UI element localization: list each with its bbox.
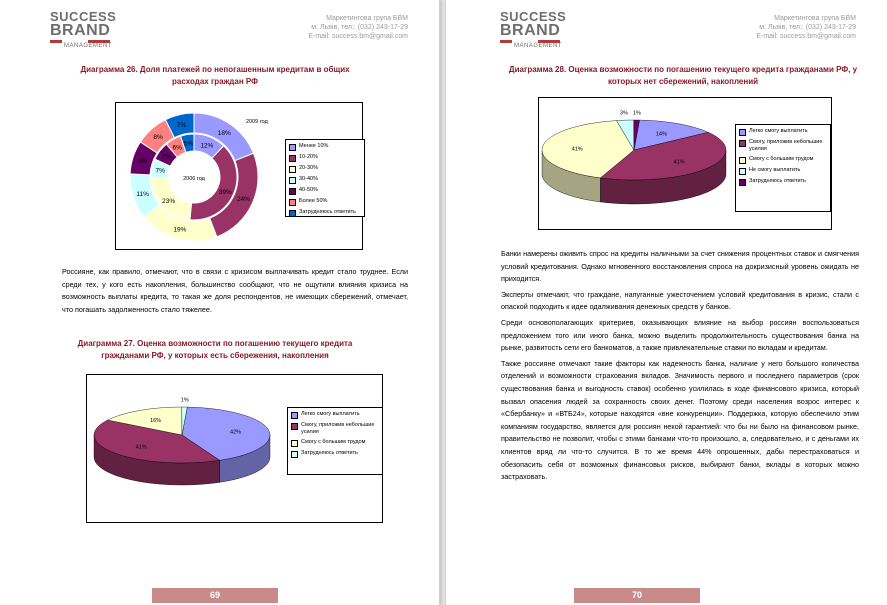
legend-item — [289, 209, 361, 217]
legend-swatch — [291, 412, 298, 419]
logo-line2: BRAND — [500, 22, 561, 39]
logo-bar-icon — [538, 40, 560, 43]
legend-label: Затрудняюсь ответить — [749, 178, 807, 184]
pie28-label: 41% — [673, 159, 685, 166]
page-number-70: 70 — [574, 588, 700, 603]
legend-label: Смогу с большим трудом — [301, 439, 366, 445]
logo-line3: MANAGEMENT — [64, 43, 113, 49]
outer-ring-label: 19% — [173, 226, 187, 234]
pie-chart-27-svg — [87, 375, 287, 522]
legend-item — [289, 176, 361, 184]
contact-line3: E-mail: success.bm@gmail.com — [308, 33, 408, 40]
donut-chart-26 — [115, 102, 363, 250]
legend-item — [739, 139, 827, 153]
text-block-right — [501, 248, 859, 484]
logo — [50, 10, 116, 49]
contact-info — [716, 14, 856, 41]
legend-label: Смогу с большим трудом — [749, 156, 814, 162]
outer-ring-label: 11% — [136, 191, 149, 199]
legend-item — [289, 154, 361, 162]
inner-ring-label: 7% — [161, 153, 172, 161]
legend-swatch — [289, 155, 296, 162]
pie28-label: 1% — [632, 110, 641, 117]
caption-diagram-28: Диаграмма 28. Оценка возможности по погашению текущего кредита гражданами РФ, у которых нет сбережений, накоплений — [508, 65, 858, 86]
page-right — [445, 0, 887, 605]
legend-item — [291, 411, 379, 419]
outer-ring-label: 8% — [153, 134, 163, 142]
legend-swatch — [289, 188, 296, 195]
legend-27 — [287, 407, 383, 475]
legend-item — [289, 165, 361, 173]
legend-swatch — [289, 210, 296, 217]
logo-bar-icon — [88, 40, 110, 43]
legend-label: 40-50% — [299, 187, 318, 193]
inner-ring-label: 12% — [200, 142, 214, 150]
legend-item — [739, 128, 827, 136]
legend-swatch — [289, 199, 296, 206]
outer-ring-label: 7% — [176, 121, 187, 129]
legend-item — [289, 143, 361, 151]
legend-swatch — [291, 451, 298, 458]
legend-swatch — [291, 440, 298, 447]
legend-swatch — [289, 144, 296, 151]
legend-26 — [285, 139, 365, 217]
pie27-label: 1% — [180, 397, 189, 404]
logo-line1: SUCCESS — [500, 9, 567, 24]
logo-line1: SUCCESS — [50, 9, 117, 24]
pie27-label: 16% — [150, 417, 162, 424]
outer-ring-label: 8% — [137, 157, 148, 165]
paragraph-right-4: Также россияне отмечают такие факторы как надежность банка, наличие у него большого количества отделений и возможности страхования вкладов. Значимость первого и последнего параметров (срок существования банка и выгодность ставок) особенно усилилась в ходе финансового кризиса, который вызвал опасения людей за сохранность своих денег. Поэтому среди населения возрос интерес к «Сбербанку» и «ВТБ24», которые находятся «вне конкуренции». Поддержка, которую обеспечило этим компаниям государство, является для россиян некой гарантией: что бы ни было на финансовом рынке, правительство не позволит, чтобы с этими банками что-то произошло, а, следовательно, и с деньгами их клиентов вряд ли что-то случится. В то же время 44% опрошенных, дабы перестраховаться и обезопасить себя от возможных финансовых рисков, выбирают банки, вклады в которых можно застраховать. — [501, 358, 859, 482]
contact-line1: Маркетинговa група БВМ — [774, 15, 856, 22]
legend-label: Затрудняюсь ответить — [301, 450, 359, 456]
contact-line1: Маркетинговa група БВМ — [326, 15, 408, 22]
outer-ring-label: 18% — [217, 129, 231, 137]
contact-line2: м. Львів, тел.: (032) 243-17-29 — [311, 24, 408, 31]
pie28-label: 41% — [571, 146, 583, 153]
logo-bar-icon — [50, 40, 62, 43]
legend-swatch — [739, 179, 746, 186]
caption-diagram-27: Диаграмма 27. Оценка возможности по погашению текущего кредита гражданами РФ, у которых есть сбережения, накопления — [77, 339, 353, 360]
logo-line3: MANAGEMENT — [514, 43, 563, 49]
page-number-69: 69 — [152, 588, 278, 603]
inner-ring-label: 23% — [162, 197, 176, 205]
inner-ring-year-label: 2006 год — [183, 176, 205, 182]
pie27-label: 42% — [230, 429, 242, 436]
pie-chart-27 — [86, 374, 383, 523]
legend-swatch — [739, 168, 746, 175]
legend-item — [739, 167, 827, 175]
legend-item — [291, 422, 379, 436]
legend-swatch — [289, 166, 296, 173]
legend-item — [739, 178, 827, 186]
legend-swatch — [739, 129, 746, 136]
legend-item — [291, 439, 379, 447]
legend-item — [739, 156, 827, 164]
outer-ring-label: 24% — [236, 196, 250, 204]
pie28-label: 3% — [620, 110, 628, 117]
legend-item — [291, 450, 379, 458]
paragraph-right-3: Среди основополагающих критериев, оказывающих влияние на выбор россиян воспользоваться предложением того или иного банка, можно выделить продолжительность существования банка на рынке, развитость сети его банкоматов, а также привлекательные ставки по вкладам и кредитам. — [501, 317, 859, 353]
outer-ring-year-label: 2009 год — [246, 119, 268, 125]
legend-label: Смогу, приложив небольшие усилия — [301, 422, 375, 435]
pie-chart-28-svg — [539, 98, 735, 229]
legend-label: Не смогу выплатить — [749, 167, 801, 173]
inner-ring-label: 39% — [218, 188, 232, 196]
inner-ring-label: 6% — [172, 144, 182, 152]
logo-line2: BRAND — [50, 22, 111, 39]
inner-ring-label: 5% — [183, 140, 194, 148]
legend-label: Легко смогу выплатить — [749, 128, 808, 134]
legend-swatch — [291, 423, 298, 430]
legend-label: 30-40% — [299, 176, 318, 182]
page-left — [0, 0, 440, 605]
paragraph-right-1: Банки намерены оживить спрос на кредиты наличными за счет снижения процентных ставок и смягчения условий кредитования. Однако мгновенного восстановления спроса на докризисный уровень ожидать не приходится. — [501, 249, 859, 284]
paragraph-right-2: Эксперты отмечают, что граждане, напуганные ужесточением условий кредитования в кризис, стали с опаской подходить к идее одалживания денежных средств у банков. — [501, 289, 859, 312]
legend-item — [289, 187, 361, 195]
legend-label: Менее 10% — [299, 143, 329, 149]
legend-item — [289, 198, 361, 206]
inner-ring-label: 7% — [155, 167, 165, 175]
legend-label: Затрудняюсь ответить — [299, 209, 357, 215]
logo — [500, 10, 566, 49]
contact-info — [270, 14, 408, 41]
legend-swatch — [289, 177, 296, 184]
pie-chart-28 — [538, 97, 832, 230]
paragraph-left: Россияне, как правило, отмечают, что в связи с кризисом выплачивать кредит стало труднее. Если среди тех, у кого есть накопления, большинство сообщают, что не ощутили влияния кризиса на возможность выплаты кредита, то такая же доля респондентов, не имеющих сбережений, отмечает, что погашать задолженность стало тяжелее. — [62, 267, 408, 314]
caption-diagram-26: Диаграмма 26. Доля платежей по непогашенным кредитам в общих расходах граждан РФ — [80, 65, 350, 86]
contact-line2: м. Львів, тел.: (032) 243-17-29 — [759, 24, 856, 31]
legend-swatch — [739, 157, 746, 164]
legend-28 — [735, 124, 831, 212]
pie28-label: 14% — [655, 131, 667, 138]
pie27-label: 41% — [135, 444, 147, 451]
logo-bar-icon — [500, 40, 512, 43]
legend-label: 10-20% — [299, 154, 318, 160]
legend-label: 20-30% — [299, 165, 318, 171]
legend-label: Легко смогу выплатить — [301, 411, 360, 417]
legend-label: Смогу, приложив небольшие усилия — [749, 139, 823, 152]
legend-swatch — [739, 140, 746, 147]
contact-line3: E-mail: success.bm@gmail.com — [756, 33, 856, 40]
legend-label: Более 50% — [299, 198, 328, 204]
